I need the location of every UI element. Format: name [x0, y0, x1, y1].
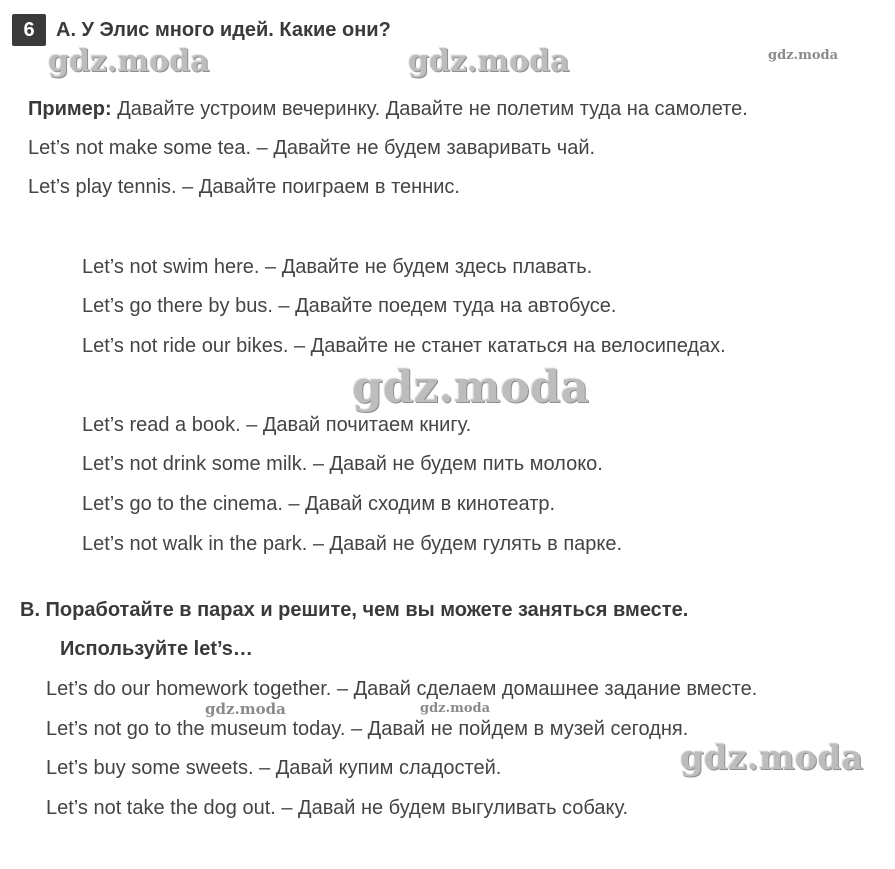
- answer-line: Let’s read a book. – Давай почитаем книгу.: [82, 414, 472, 436]
- answer-line: Let’s not swim here. – Давайте не будем здесь плавать.: [82, 256, 593, 278]
- part-a-heading: А. У Элис много идей. Какие они?: [56, 19, 391, 41]
- answer-line: Let’s not take the dog out. – Давай не будем выгуливать собаку.: [46, 797, 629, 819]
- answer-line: Let’s not go to the museum today. – Давай не пойдем в музей сегодня.: [46, 718, 689, 740]
- answer-line: Let’s not drink some milk. – Давай не будем пить молоко.: [82, 453, 603, 475]
- answer-line: Let’s not ride our bikes. – Давайте не станет кататься на велосипедах.: [82, 335, 726, 357]
- example-line: [28, 97, 748, 121]
- watermark-logo: gdz.moda: [205, 700, 286, 718]
- task-number-badge: 6: [12, 14, 46, 46]
- watermark-logo: gdz.moda: [680, 738, 864, 778]
- example-label: Пример:: [28, 98, 112, 120]
- part-b-subheading: Используйте let’s…: [60, 638, 253, 660]
- watermark-logo: gdz.moda: [352, 362, 590, 413]
- answer-line: Let’s do our homework together. – Давай сделаем домашнее задание вместе.: [46, 678, 758, 700]
- watermark-logo: gdz.moda: [408, 44, 570, 79]
- intro-line: Let’s play tennis. – Давайте поиграем в теннис.: [28, 176, 460, 198]
- answer-line: Let’s go to the cinema. – Давай сходим в кинотеатр.: [82, 493, 556, 515]
- answer-line: Let’s not walk in the park. – Давай не будем гулять в парке.: [82, 533, 623, 555]
- watermark-logo: gdz.moda: [48, 44, 210, 79]
- answer-line: Let’s go there by bus. – Давайте поедем туда на автобусе.: [82, 295, 617, 317]
- part-b-heading: В. Поработайте в парах и решите, чем вы можете заняться вместе.: [20, 599, 689, 621]
- watermark-logo: gdz.moda: [768, 48, 839, 63]
- watermark-logo: gdz.moda: [420, 701, 491, 716]
- intro-line: Let’s not make some tea. – Давайте не будем заваривать чай.: [28, 137, 596, 159]
- example-text: Давайте устроим вечеринку. Давайте не полетим туда на самолете.: [117, 98, 748, 120]
- answer-line: Let’s buy some sweets. – Давай купим сладостей.: [46, 757, 502, 779]
